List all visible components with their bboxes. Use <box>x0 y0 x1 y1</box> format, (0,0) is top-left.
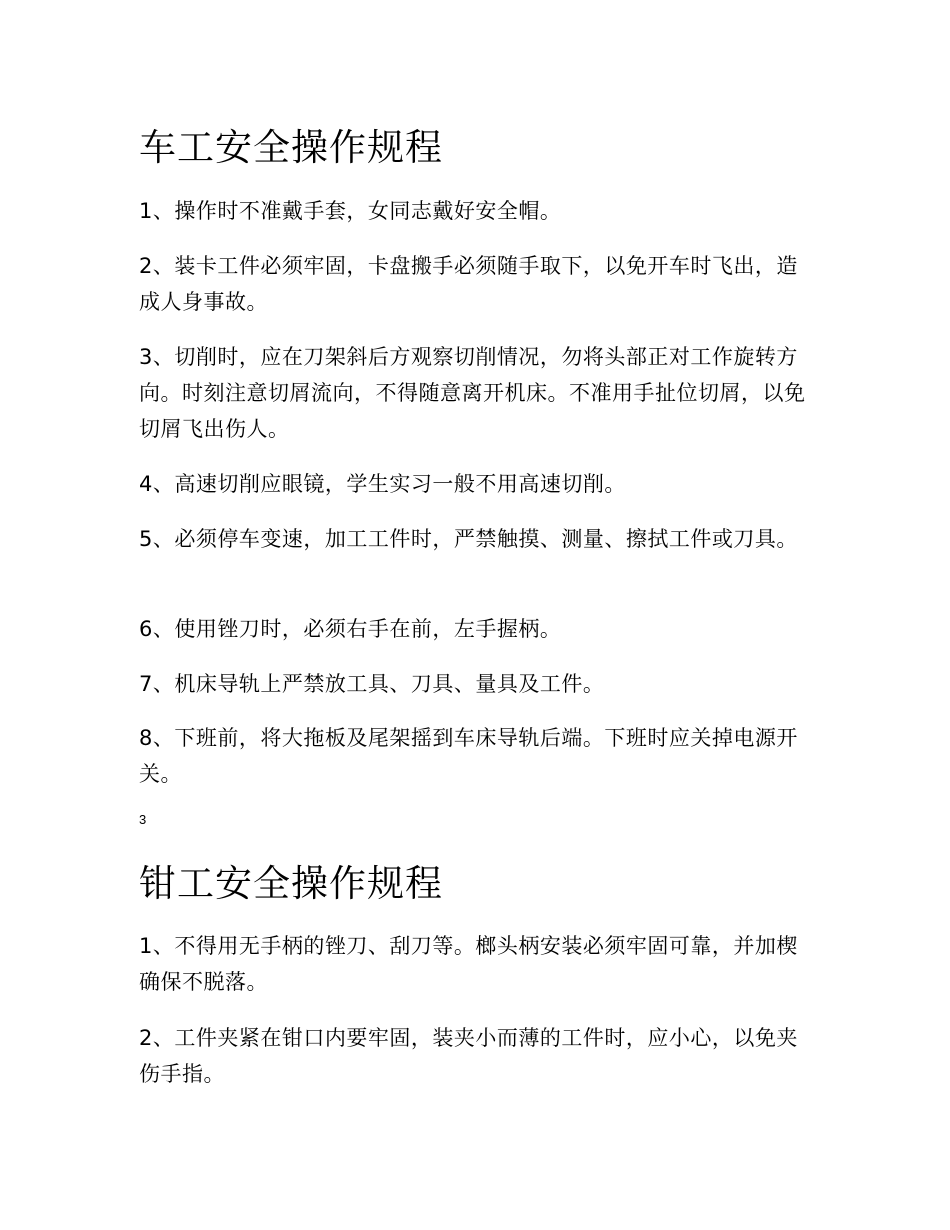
section-title-fitter-safety: 钳工安全操作规程 <box>139 862 443 905</box>
rule-item: 8、下班前，将大拖板及尾架摇到车床导轨后端。下班时应关掉电源开关。 <box>139 726 798 786</box>
rule-item: 6、使用锉刀时，必须右手在前，左手握柄。 <box>139 617 562 641</box>
rule-item: 7、机床导轨上严禁放工具、刀具、量具及工件。 <box>139 672 605 696</box>
rule-item: 1、不得用无手柄的锉刀、刮刀等。榔头柄安装必须牢固可靠，并加楔确保不脱落。 <box>139 934 798 994</box>
page-number: 3 <box>139 812 147 827</box>
rule-item: 1、操作时不准戴手套，女同志戴好安全帽。 <box>139 199 562 223</box>
section-title-lathe-safety: 车工安全操作规程 <box>139 126 443 169</box>
rule-item: 3、切削时，应在刀架斜后方观察切削情况，勿将头部正对工作旋转方向。时刻注意切屑流向，不得随意离开机床。不准用手扯位切屑，以免切屑飞出伤人。 <box>139 345 806 441</box>
rule-item: 5、必须停车变速，加工工件时，严禁触摸、测量、擦拭工件或刀具。 <box>139 527 798 551</box>
rule-item: 2、工件夹紧在钳口内要牢固，装夹小而薄的工件时，应小心，以免夹伤手指。 <box>139 1026 798 1086</box>
rule-item: 2、装卡工件必须牢固，卡盘搬手必须随手取下，以免开车时飞出，造成人身事故。 <box>139 254 798 314</box>
rule-item: 4、高速切削应眼镜，学生实习一般不用高速切削。 <box>139 472 626 496</box>
